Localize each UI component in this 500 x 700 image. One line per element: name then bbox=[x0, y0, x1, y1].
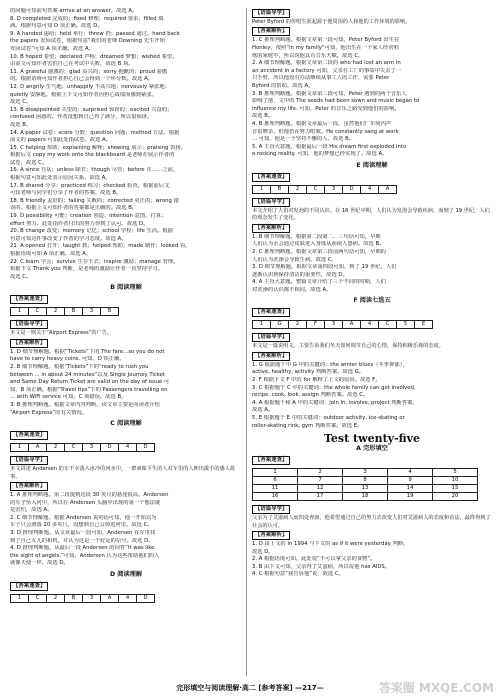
text-line: 故选 B。 bbox=[252, 113, 274, 120]
text-line: 1. C 推理判断题。根据文章第一段可知，Peter Byford 出生在 bbox=[252, 37, 400, 44]
answer-table-d bbox=[10, 594, 155, 603]
text-line: 根据语境可知 A 项正确。故选 A。 bbox=[10, 251, 92, 257]
answer-cell: A bbox=[343, 321, 361, 329]
text-line: 根据后文 copy my work onto the blackboard 是老师在展示作者的 bbox=[10, 152, 175, 159]
text-line: “Airport Express”的有关情况。 bbox=[10, 409, 88, 416]
answer-cell: 2 bbox=[289, 321, 307, 329]
vocab-explanations-block bbox=[10, 8, 242, 281]
answer-cell: B bbox=[101, 308, 119, 316]
answer-cell: 2 bbox=[298, 469, 343, 477]
text-line: 5. E 根据题干 E 中的关键词：outdoor activity, ice-skating or bbox=[252, 415, 405, 422]
explanations-e bbox=[252, 234, 492, 295]
section-b-title: B 阅读理解 bbox=[110, 284, 142, 292]
explanations-f bbox=[252, 362, 492, 430]
text-line: 19. D possibility 可能；creation 创造；intention 意图，打算； bbox=[10, 213, 167, 220]
summary-test25: 父亲为了艾滋病人而四处奔波，他希望通过自己的努力去改变人们对艾滋病人的态度和看法，最终得到了社会的认可。 bbox=[252, 515, 491, 529]
text-line: 故选 A。 bbox=[252, 407, 274, 414]
text-line: 4. C 根据句意“我告诉他”说，故选 C。 bbox=[252, 571, 344, 578]
text-line: 就像天使一样。故选 D。 bbox=[10, 560, 69, 567]
answer-cell: 14 bbox=[388, 485, 433, 493]
answer-cell: 9 bbox=[388, 477, 433, 485]
parse-label: 【答案解析】 bbox=[252, 352, 290, 361]
answer-cell: 1 bbox=[253, 185, 271, 193]
text-line: 22. C learn 学会；survive 生存下去；inspire 激励；manage 管理。 bbox=[10, 258, 179, 265]
answer-cell: 4 bbox=[119, 594, 137, 602]
answer-cell: 2 bbox=[47, 308, 65, 316]
text-line: 是害怕，故选 A。 bbox=[10, 507, 53, 514]
answer-cell: 8 bbox=[343, 477, 388, 485]
summary-f: 本文是一篇说明文，主要告诉我们冬天如何调节自己的心情，保持积极乐观的态度。 bbox=[252, 343, 444, 350]
text-line: 满。根据句意可知 D 项正确。故选 D。 bbox=[10, 23, 103, 30]
answer-cell: 11 bbox=[253, 485, 298, 493]
answer-cell: 2 bbox=[47, 444, 65, 452]
text-line: 故选 C。 bbox=[10, 273, 32, 280]
text-line: 音很嘈杂，但他仍在努力唱歌。He constantly sang at work bbox=[252, 128, 399, 135]
text-line: between ... in about 24 minutes”以及 Single Journey Ticket bbox=[10, 371, 166, 378]
answer-table-e bbox=[252, 185, 397, 194]
text-line: 人们认为洗澡会导致生病。故选 C。 bbox=[252, 256, 337, 263]
text-line: 句意可知这件事改变了作者的学习态度。故选 A。 bbox=[10, 235, 127, 242]
answer-cell: 7 bbox=[298, 477, 343, 485]
answer-cell: 4 bbox=[361, 185, 379, 193]
text-line: 11. A grateful 感激的；glad 高兴的；sorry 抱歉的；proud 骄傲 bbox=[10, 68, 168, 75]
answer-cell: 1 bbox=[253, 321, 271, 329]
answer-cell: 4 bbox=[388, 469, 433, 477]
answer-cell: 2 bbox=[47, 594, 65, 602]
answer-cell: A bbox=[379, 185, 397, 193]
text-line: 13. B disappointed 失望的；surprised 惊讶的；excited 兴奋的； bbox=[10, 106, 173, 113]
column-divider bbox=[246, 8, 247, 676]
answer-cell: 2 bbox=[289, 185, 307, 193]
text-line: 逐渐认识到保持清洁的重要性，故选 D。 bbox=[252, 271, 348, 278]
text-line: 故选 C。 bbox=[10, 99, 32, 106]
summary-e: 本文介绍了人们对发泡的不同认识。在 16 世纪中期，人们认为发泡会导致疾病，而到了 19 世纪，人们的观念发生了变化。 bbox=[252, 207, 490, 222]
answer-cell: 3 bbox=[343, 469, 388, 477]
answer-grid-test25 bbox=[252, 468, 478, 501]
page-footer: 完形填空与阅读理解·高二 [参考答案] —217— bbox=[176, 684, 324, 692]
answer-cell: 6 bbox=[253, 477, 298, 485]
text-line: 8. D completed 完成的；fixed 修理；required 要求；filled 填 bbox=[10, 15, 164, 22]
text-line: 20. B change 改变；memory 记忆；school 学校；life 生活。根据 bbox=[10, 228, 173, 235]
text-line: 故选 B。 bbox=[10, 121, 32, 128]
text-line: 2. A 根据语境可知，此处说“不可以拿父亲的食物”。 bbox=[252, 556, 376, 563]
answer-cell: 1 bbox=[253, 469, 298, 477]
summary-c: 本文讲述 Andersen 的车不幸落入冰冷的河水中，一群素昧平生的人对车里的人伸出援手的感人故事。 bbox=[10, 466, 236, 480]
text-line: active, healthy, activity 判断答案。故选 G。 bbox=[252, 369, 365, 376]
answer-cell: 13 bbox=[343, 485, 388, 493]
text-line: influence my life. 可知，Peter 的音乐之路受到他们的影响。 bbox=[252, 105, 400, 112]
text-line: 试卷，故选 C。 bbox=[10, 159, 48, 166]
test-title: Test twenty-five bbox=[324, 432, 420, 446]
text-line: 1. D 细节理解题。根据“Tickets”下的 The fare…so you do not bbox=[10, 348, 165, 355]
text-line: 4. D 推理判断题。从最后一段 Andersen 的回答“It was like bbox=[10, 545, 155, 552]
left-column bbox=[10, 8, 242, 606]
section-f-title: F 阅读七选五 bbox=[353, 297, 391, 305]
answer-cell: C bbox=[379, 321, 397, 329]
parse-label: 【答案解析】 bbox=[10, 482, 48, 491]
answer-table-f bbox=[252, 320, 433, 329]
summary-label: 【语篇导学】 bbox=[10, 320, 48, 329]
text-line: an accident in a factory 可知，父亲在工厂的事故中失去了一 bbox=[252, 67, 402, 74]
text-line: 10. B hoped 希望；declared 声称；dreamed 梦想；wished 希望。 bbox=[10, 53, 178, 60]
text-line: 1. G 根据题干中 G 中的关键词：the winter blues（冬季抑郁）， bbox=[252, 361, 408, 368]
text-line: 车子只会滑落 20 多英尺，没想到自己会掉进河里。故选 C。 bbox=[10, 522, 153, 529]
answer-cell: 1 bbox=[11, 444, 29, 452]
text-line: 18. B friendly 友好的；failing 失败的；corrected 更正的；wrong 错 bbox=[10, 197, 179, 204]
answer-label: 【答案速查】 bbox=[252, 173, 290, 182]
answer-cell: D bbox=[137, 444, 155, 452]
answer-cell: 4 bbox=[119, 444, 137, 452]
text-line: 4. B 推理判断题。根据文章最后一段，虽然他们厂车间内声 bbox=[252, 120, 392, 127]
answer-cell: 20 bbox=[433, 493, 478, 501]
text-line: 前文的 papers 可知此处指试卷。故选 A。 bbox=[10, 137, 111, 144]
answer-cell: F bbox=[307, 321, 325, 329]
answer-label: 【答案速查】 bbox=[252, 456, 290, 465]
answer-cell: 16 bbox=[253, 493, 298, 501]
text-line: 21. A opened 打开；taught 教；helped 帮助；made 制作；looked 看。 bbox=[10, 243, 191, 250]
text-line: 3. D 细节理解题。根据文章第四段可知，到了 19 世纪，人们 bbox=[252, 264, 397, 271]
answer-cell: B bbox=[65, 594, 83, 602]
section-e-title: E 阅读理解 bbox=[356, 161, 388, 169]
answer-cell: B bbox=[271, 185, 289, 193]
text-line: 影响了他，文中的 The seeds had been sown and music began to bbox=[252, 98, 420, 105]
text-line: 2. C 细节理解题。根据 Andersen 说的话可知，他一开始以为 bbox=[10, 514, 157, 521]
text-line: 2. A 细节理解题。根据文章第二段的 who had lost an arm in bbox=[252, 60, 401, 67]
answer-cell: C bbox=[29, 594, 47, 602]
text-line: 对洗澡的认识都不相同。故选 A。 bbox=[252, 286, 332, 293]
text-line: confused 困惑的。作者没想到自己得了满分，所以很惊讶。 bbox=[10, 114, 153, 121]
parse-label: 【答案解析】 bbox=[252, 224, 290, 233]
text-line: a rocking reality. 可知，他的梦想已经实现了。故选 A。 bbox=[252, 151, 388, 158]
right-column bbox=[252, 8, 492, 579]
text-line: 3. B 由下文可知，父亲得了艾滋病，所以说他 has AIDS。 bbox=[252, 563, 391, 570]
text-line: 的车子坠入河中，所以在 Andersen 头脑中出现的第一个想法就 bbox=[10, 499, 161, 506]
answer-cell: 5 bbox=[433, 469, 478, 477]
section-d-title: D 阅读理解 bbox=[109, 570, 143, 578]
answer-cell: 3 bbox=[325, 321, 343, 329]
text-line: 14. A paper 试卷；score 分数；question 问题；method 方法。根据 bbox=[10, 129, 180, 136]
parse-label: 【答案解析】 bbox=[252, 531, 290, 540]
summary-label: 【语篇导学】 bbox=[252, 333, 290, 342]
answer-cell: 3 bbox=[83, 444, 101, 452]
text-line: ... 可知，他是一个坚持不懈的人。故选 B。 bbox=[252, 136, 355, 143]
text-line: 的。根据语境可知作者担心自己会得到一个坏分数。故选 A。 bbox=[10, 76, 154, 83]
text-line: 4. A 根据题干和 A 中的关键词：join in, involve, project 判断答案。 bbox=[252, 399, 418, 406]
answer-cell: E bbox=[415, 321, 433, 329]
answer-cell: 4 bbox=[361, 321, 379, 329]
text-line: 15. C helping 帮助；explaining 解释；showing 展示；praising 表扬。 bbox=[10, 144, 186, 151]
text-line: 3. B 推理判断题。根据文章内容判断，该文章主要是向读者介绍 bbox=[10, 401, 160, 408]
text-line: 9. A handed 递给；held 举行；threw 扔；passed 通过。hand back bbox=[10, 30, 180, 37]
text-line: have to carry heavy coins. 可知，D 项正确。 bbox=[10, 356, 125, 363]
text-line: 1. A 推理判断题。第二段提到这段 30 英尺的悬崖很高，Andersen bbox=[10, 491, 169, 498]
text-line: 发回试卷”可知 A 项正确。故选 A。 bbox=[10, 45, 94, 52]
answer-label: 【答案速查】 bbox=[252, 308, 290, 317]
text-line: the papers 发回试卷，根据句意“我们的老师 Downing 先生开始 bbox=[10, 38, 165, 45]
text-line: 人们认为水会通过皮肤进入身体从而使人患病。故选 B。 bbox=[252, 241, 385, 248]
text-line: 歌的家庭中，所以说他具有音乐天赋。故选 C。 bbox=[252, 52, 364, 59]
answer-cell: 3 bbox=[83, 308, 101, 316]
summary-label: 【语篇导学】 bbox=[10, 456, 48, 465]
text-line: 3. D 推理判断题。从文章最后一段可知，Andersen 在车里找 bbox=[10, 529, 156, 536]
explanations-b bbox=[10, 349, 242, 417]
text-line: 2. C 推理判断题。根据文章第三段前两句话可知，早期的 bbox=[252, 248, 386, 255]
answer-label: 【答案速查】 bbox=[10, 582, 48, 591]
text-line: Honley，按照“in my family”可知，他出生在一个家人经常唱 bbox=[252, 45, 399, 51]
text-line: effort 努力。此处指作者付出的努力得到了认可。故选 D。 bbox=[10, 220, 149, 227]
answer-cell: 5 bbox=[397, 321, 415, 329]
test-subtitle: A 完形填空 bbox=[356, 445, 388, 453]
answer-cell: A bbox=[29, 444, 47, 452]
answer-cell: C bbox=[65, 444, 83, 452]
parse-label: 【答案解析】 bbox=[252, 27, 290, 36]
text-line: roller-skating rink, gym 判断答案。故选 E。 bbox=[252, 422, 363, 429]
answer-cell: 15 bbox=[433, 485, 478, 493]
answer-cell: 3 bbox=[325, 185, 343, 193]
answer-cell: 1 bbox=[11, 594, 29, 602]
text-line: Byford 的帮助。故选 A。 bbox=[252, 82, 314, 89]
summary-label: 【语篇导学】 bbox=[252, 505, 290, 514]
answer-cell: 1 bbox=[11, 308, 29, 316]
parse-label: 【答案解析】 bbox=[10, 339, 48, 348]
text-line: 根据句意可知此处表示原因关系。故选 A。 bbox=[10, 175, 111, 182]
explanations-test25 bbox=[252, 541, 492, 579]
section-c-title: C 阅读理解 bbox=[110, 420, 142, 428]
text-line: 12. D angrily 生气地；unhappily 不高兴地；nervously 紧张地； bbox=[10, 83, 171, 90]
text-line: 可知老师与同学们分享了作者的答案。故选 B。 bbox=[10, 190, 122, 197]
answer-label: 【答案速查】 bbox=[10, 431, 48, 440]
answer-cell: D bbox=[137, 594, 155, 602]
text-line: the sight of angels.”可知，Andersen 认为这些帮助他们的人 bbox=[10, 552, 160, 559]
text-line: 1. B 细节理解题。根据第二段第二、三句话可知，早期 bbox=[252, 233, 381, 240]
summary-label: 【语篇导学】 bbox=[252, 198, 290, 207]
answer-cell: C bbox=[29, 308, 47, 316]
answer-cell: B bbox=[65, 308, 83, 316]
text-line: and Same Day Return Ticket are valid on the day of issue 可 bbox=[10, 379, 170, 386]
text-line: quietly 安静地。根据上下文可知作者因担心成绩而感到紧张。 bbox=[10, 91, 157, 98]
answer-cell: 3 bbox=[83, 594, 101, 602]
text-line: 1. D 由上文的 In 1994 与下文的 as if it were yesterday 判断， bbox=[252, 541, 409, 548]
answer-cell: 18 bbox=[343, 493, 388, 501]
answer-label: 【答案速查】 bbox=[10, 295, 48, 304]
watermark-logo: 答案圈 MXQE.COM bbox=[378, 681, 494, 695]
text-line: 故选 D。 bbox=[252, 548, 274, 555]
answer-cell: 12 bbox=[298, 485, 343, 493]
answer-cell: 10 bbox=[433, 477, 478, 485]
explanations-c bbox=[10, 492, 242, 568]
text-line: recipe, cook, look, assign 判断答案。故选 C。 bbox=[252, 392, 369, 399]
summary-b: 本文是一则关于“Airport Express”的广告。 bbox=[10, 330, 113, 337]
text-line: 2. B 细节理解题。根据“Tickets”下的“ready to rush you bbox=[10, 363, 149, 370]
text-line: ... with WiFi service 可知，C 项错误。故选 B。 bbox=[10, 394, 127, 401]
summary-label: 【语篇导学】 bbox=[252, 9, 290, 18]
text-line: 由前文可知作者害怕自己在考试中失败，故选 B 项。 bbox=[10, 61, 134, 68]
text-line: 5. A 主旨大意题。根据最后一段 His dream first exploded into bbox=[252, 143, 407, 150]
answer-cell: C bbox=[307, 185, 325, 193]
answer-cell: G bbox=[271, 321, 289, 329]
text-line: 16. A since 自从；unless 除非；though 尽管；before 在……之前。 bbox=[10, 167, 179, 174]
text-line: 2. F 根据下文 F 中的 for 解释了上文的原因。故选 F。 bbox=[252, 377, 381, 384]
text-line: 3. C 根据题干 C 中的关键词：the whole family can get involved， bbox=[252, 384, 420, 391]
text-line: 17. B shared 分享；practiced 练习；checked 检查。根据前后文 bbox=[10, 182, 170, 189]
answer-cell: D bbox=[343, 185, 361, 193]
answer-cell: 17 bbox=[298, 493, 343, 501]
explanations-d bbox=[252, 37, 492, 159]
text-line: 4. A 主旨大意题。整篇文章介绍了三个不同的时期，人们 bbox=[252, 279, 386, 286]
text-line: 知，B 项正确。根据“Travel tips”下的 Passengers travelling on bbox=[10, 386, 168, 393]
text-line: 3. B 推理判断题。根据文章第三段可知，Peter 遇到的两个音乐人 bbox=[252, 90, 407, 97]
text-line: 根据下文 Thank you 判断，是老师的激励让作者一直坚持学习。 bbox=[10, 266, 163, 273]
answer-cell: 19 bbox=[388, 493, 433, 501]
answer-cell: D bbox=[101, 444, 119, 452]
text-line: 只手臂，所以他没有办法继续从事工人的工作，需要 Peter bbox=[252, 75, 390, 82]
text-line: 到了自己女儿的相机，并认为这是一个好运的信号。故选 D。 bbox=[10, 537, 154, 544]
answer-table-b bbox=[10, 307, 119, 316]
summary-d: Peter Byford 的传唱生涯起源于他周围的人和他的工作环境的影响。 bbox=[252, 19, 411, 25]
text-line: 的问题可知前句答案 arrive at an answer。故选 A。 bbox=[10, 8, 138, 14]
text-line: 误的。根据上文可知作者的答案都是正确的。故选 B。 bbox=[10, 205, 138, 212]
answer-cell: A bbox=[101, 594, 119, 602]
answer-table-c bbox=[10, 443, 155, 452]
